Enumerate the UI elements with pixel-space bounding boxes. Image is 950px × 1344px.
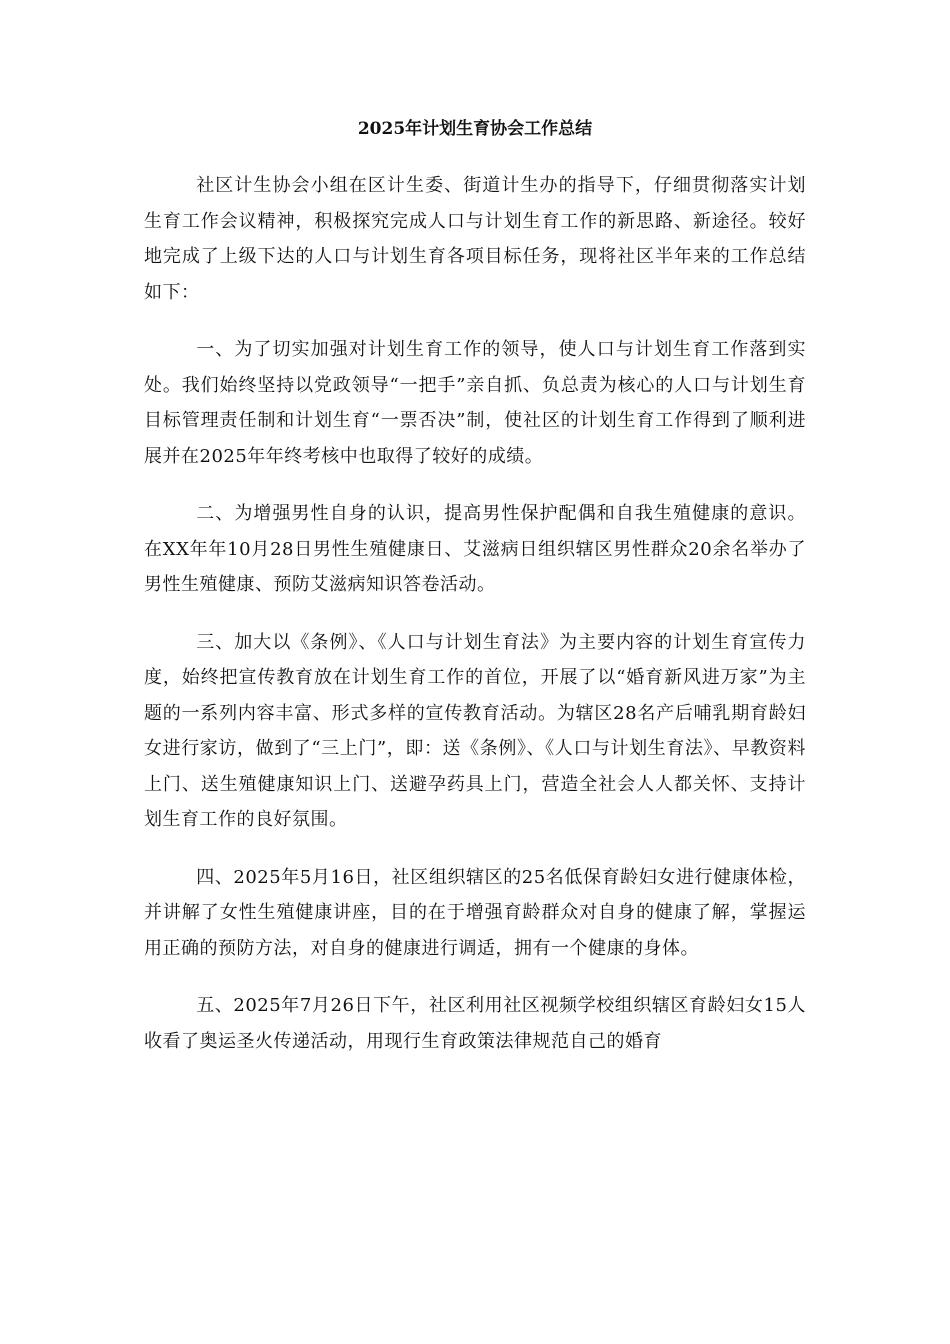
paragraph-section-1: 一、为了切实加强对计划生育工作的领导，使人口与计划生育工作落到实处。我们始终坚持以党政领导“一把手”亲自抓、负总责为核心的人口与计划生育目标管理责任制和计划生育“一票否决”制，使社区的计划生育工作得到了顺利进展并在2025年年终考核中也取得了较好的成绩。 <box>144 339 806 467</box>
paragraph-section-4: 四、2025年5月16日，社区组织辖区的25名低保育龄妇女进行健康体检，并讲解了女性生殖健康讲座，目的在于增强育龄群众对自身的健康了解，掌握运用正确的预防方法，对自身的健康进行调适，拥有一个健康的身体。 <box>144 866 806 959</box>
paragraph-section-2: 二、为增强男性自身的认识，提高男性保护配偶和自我生殖健康的意识。在XX年年10月28日男性生殖健康日、艾滋病日组织辖区男性群众20余名举办了男性生殖健康、预防艾滋病知识答卷活动。 <box>144 503 806 595</box>
document-title: 2025年计划生育协会工作总结 <box>357 119 593 139</box>
paragraph-section-3: 三、加大以《条例》、《人口与计划生育法》为主要内容的计划生育宣传力度，始终把宣传教育放在计划生育工作的首位，开展了以“婚育新风进万家”为主题的一系列内容丰富、形式多样的宣传教育活动。为辖区28名产后哺乳期育龄妇女进行家访，做到了“三上门”，即：送《条例》、《人口与计划生育法》、早教资料上门、送生殖健康知识上门、送避孕药具上门，营造全社会人人都关怀、支持计划生育工作的良好氛围。 <box>144 631 806 830</box>
paragraph-section-5: 五、2025年7月26日下午，社区利用社区视频学校组织辖区育龄妇女15人收看了奥运圣火传递活动，用现行生育政策法律规范自己的婚育 <box>144 995 806 1052</box>
paragraph-intro: 社区计生协会小组在区计生委、街道计生办的指导下，仔细贯彻落实计划生育工作会议精神，积极探究完成人口与计划生育工作的新思路、新途径。较好地完成了上级下达的人口与计划生育各项目标任务，现将社区半年来的工作总结如下： <box>144 175 806 303</box>
document-body <box>144 168 806 1081</box>
